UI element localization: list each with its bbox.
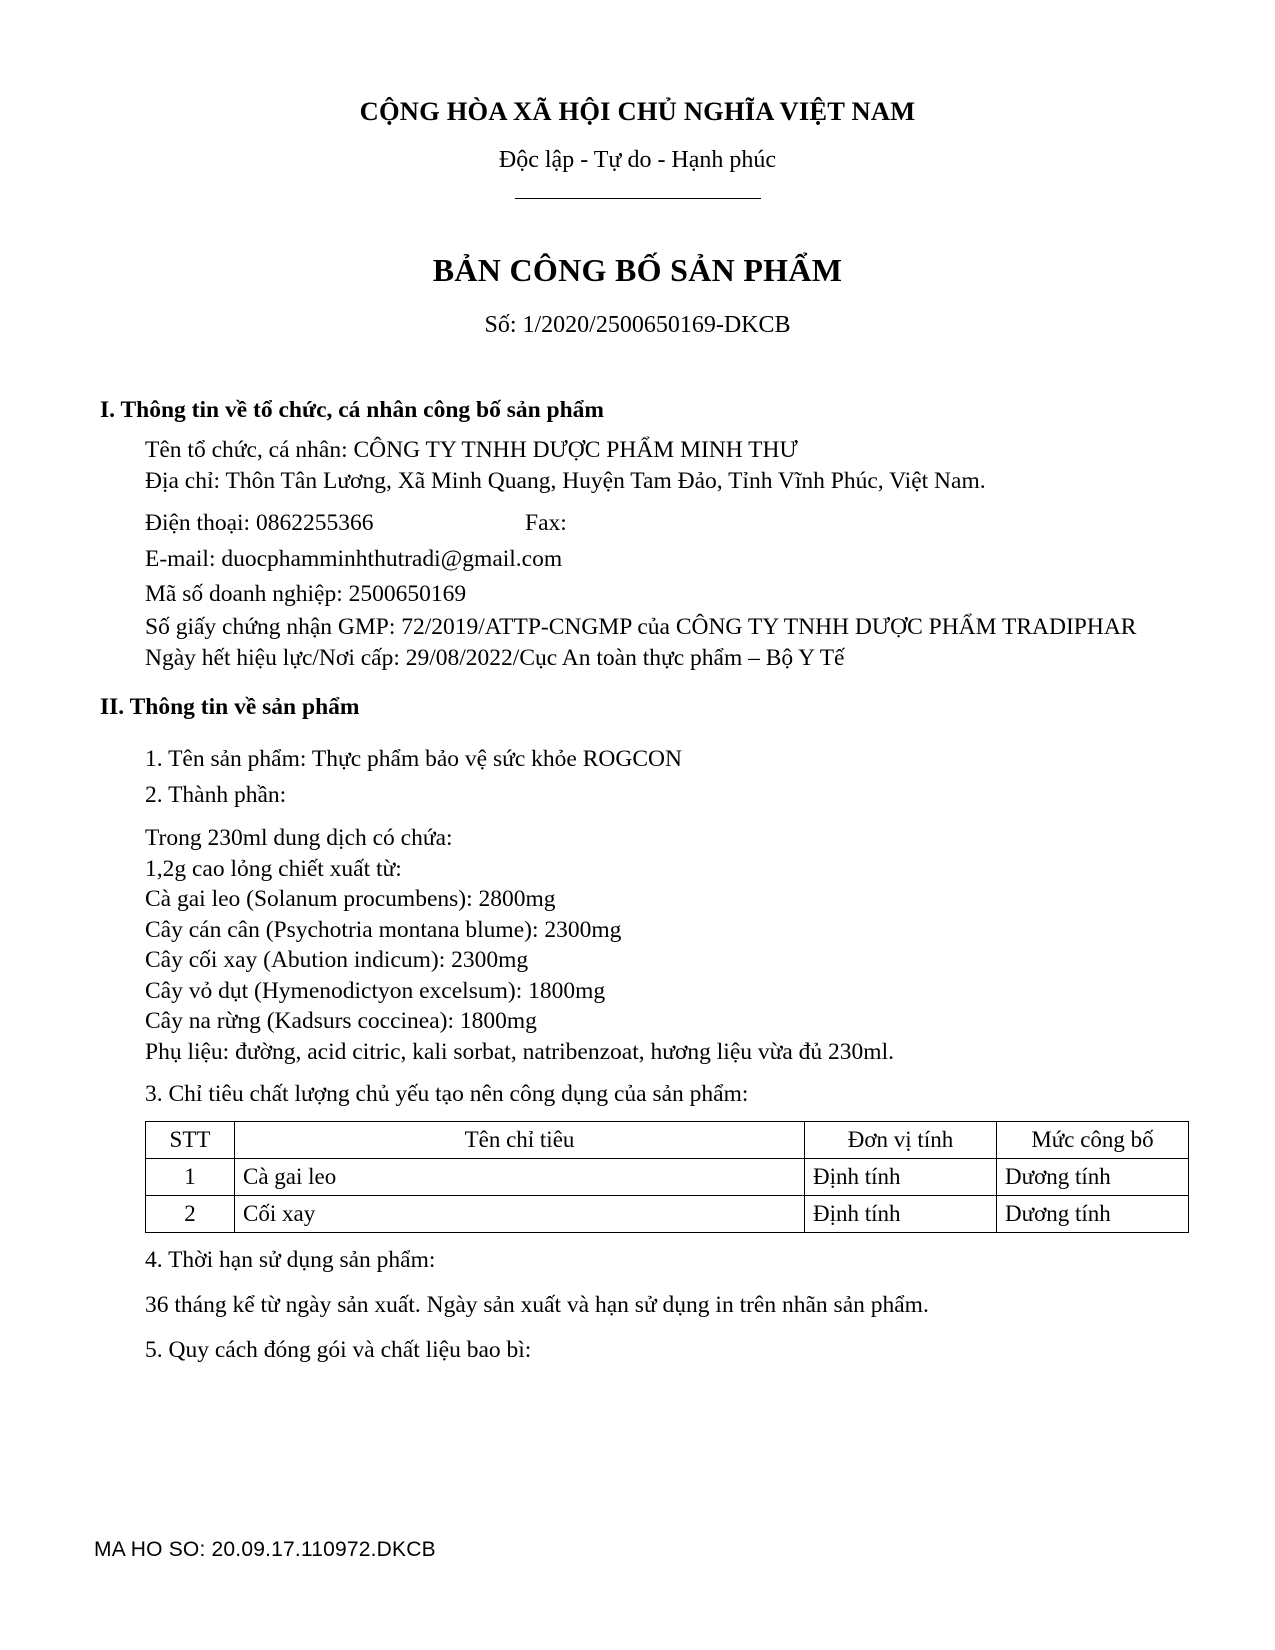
- phone-fax-row: [145, 506, 1189, 541]
- shelf-life-value: 36 tháng kể từ ngày sản xuất. Ngày sản xuất và hạn sử dụng in trên nhãn sản phẩm.: [145, 1291, 929, 1318]
- cell-criterion: Cà gai leo: [235, 1158, 805, 1195]
- table-row: [146, 1158, 1189, 1195]
- cell-unit: Định tính: [805, 1195, 997, 1232]
- composition-list: [145, 823, 1189, 1067]
- cell-stt: 2: [146, 1195, 235, 1232]
- quality-criteria-label: 3. Chỉ tiêu chất lượng chủ yếu tạo nên công dụng của sản phẩm:: [145, 1081, 749, 1108]
- footer-reference: MA HO SO: 20.09.17.110972.DKCB: [94, 1537, 436, 1561]
- composition-line: Phụ liệu: đường, acid citric, kali sorbat, natribenzoat, hương liệu vừa đủ 230ml.: [145, 1038, 894, 1065]
- email-address: E-mail: duocphamminhthutradi@gmail.com: [145, 545, 563, 572]
- phone-number: Điện thoại: 0862255366: [145, 510, 374, 537]
- table-row: [146, 1195, 1189, 1232]
- composition-line: Cà gai leo (Solanum procumbens): 2800mg: [145, 886, 556, 913]
- document-title: BẢN CÔNG BỐ SẢN PHẨM: [432, 251, 843, 288]
- header-divider: [0, 189, 1275, 207]
- composition-line: Cây cối xay (Abution indicum): 2300mg: [145, 947, 529, 974]
- quality-criteria-table: [145, 1121, 1189, 1233]
- fax-number: Fax:: [525, 510, 567, 537]
- composition-line: Cây cán cân (Psychotria montana blume): 2300mg: [145, 916, 622, 943]
- product-name: 1. Tên sản phẩm: Thực phẩm bảo vệ sức khỏe ROGCON: [145, 746, 682, 773]
- section-one-heading: I. Thông tin về tổ chức, cá nhân công bố sản phẩm: [100, 396, 605, 423]
- national-title: CỘNG HÒA XÃ HỘI CHỦ NGHĨA VIỆT NAM: [359, 96, 916, 126]
- section-two-content: [100, 732, 1189, 1368]
- cell-criterion: Cối xay: [235, 1195, 805, 1232]
- packaging-label: 5. Quy cách đóng gói và chất liệu bao bì:: [145, 1337, 532, 1364]
- composition-line: Trong 230ml dung dịch có chứa:: [145, 824, 453, 851]
- document-header: [0, 0, 1275, 340]
- shelf-life-label: 4. Thời hạn sử dụng sản phẩm:: [145, 1246, 436, 1273]
- column-header-stt: STT: [146, 1121, 235, 1158]
- national-motto: Độc lập - Tự do - Hạnh phúc: [498, 146, 777, 173]
- divider-line: [515, 197, 761, 199]
- column-header-unit: Đơn vị tính: [805, 1121, 997, 1158]
- table-header-row: [146, 1121, 1189, 1158]
- cell-level: Dương tính: [997, 1158, 1189, 1195]
- section-two-heading: II. Thông tin về sản phẩm: [100, 694, 360, 721]
- composition-line: Cây vỏ dụt (Hymenodictyon excelsum): 1800mg: [145, 977, 606, 1004]
- cell-unit: Định tính: [805, 1158, 997, 1195]
- gmp-certificate: Số giấy chứng nhận GMP: 72/2019/ATTP-CNGMP của CÔNG TY TNHH DƯỢC PHẨM TRADIPHAR: [145, 614, 1137, 640]
- document-number: Số: 1/2020/2500650169-DKCB: [484, 311, 791, 338]
- cell-level: Dương tính: [997, 1195, 1189, 1232]
- organization-address: Địa chỉ: Thôn Tân Lương, Xã Minh Quang, Huyện Tam Đảo, Tỉnh Vĩnh Phúc, Việt Nam.: [145, 467, 986, 494]
- column-header-criterion: Tên chỉ tiêu: [235, 1121, 805, 1158]
- cell-stt: 1: [146, 1158, 235, 1195]
- composition-line: 1,2g cao lỏng chiết xuất từ:: [145, 855, 402, 882]
- composition-line: Cây na rừng (Kadsurs coccinea): 1800mg: [145, 1008, 537, 1035]
- expiry-and-issuer: Ngày hết hiệu lực/Nơi cấp: 29/08/2022/Cục An toàn thực phẩm – Bộ Y Tế: [145, 644, 845, 671]
- document-body: [0, 396, 1275, 1369]
- organization-name: Tên tổ chức, cá nhân: CÔNG TY TNHH DƯỢC PHẨM MINH THƯ: [145, 437, 798, 464]
- business-code: Mã số doanh nghiệp: 2500650169: [145, 580, 467, 607]
- composition-label: 2. Thành phần:: [145, 781, 287, 808]
- section-one-content: [100, 435, 1189, 673]
- column-header-level: Mức công bố: [997, 1121, 1189, 1158]
